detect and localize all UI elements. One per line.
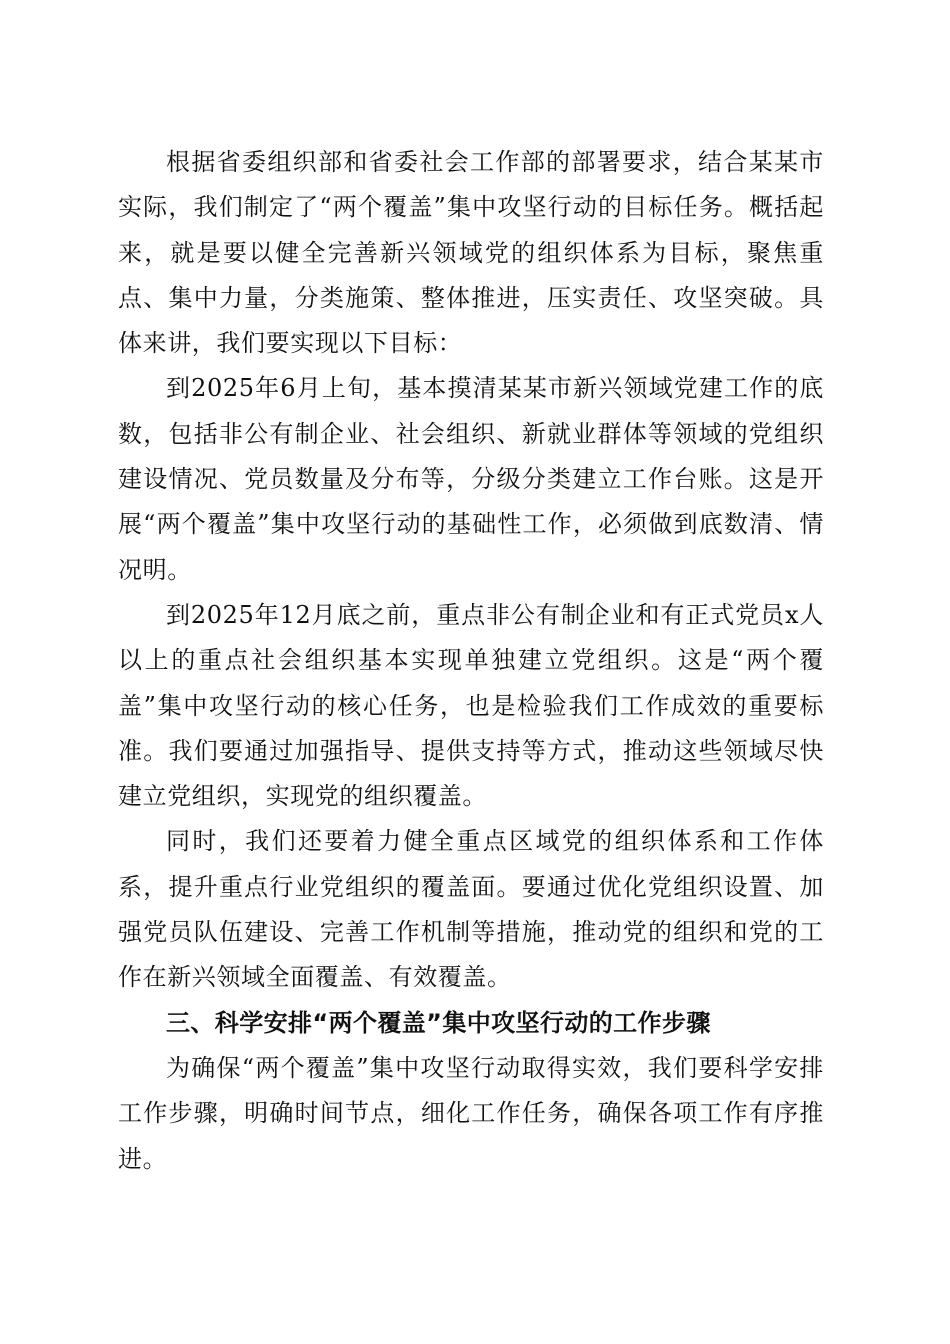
paragraph-goals-intro: 根据省委组织部和省委社会工作部的部署要求，结合某某市实际，我们制定了“两个覆盖”集中攻坚行动的目标任务。概括起来，就是要以健全完善新兴领域党的组织体系为目标，聚焦重点、集中力量，分类施策、整体推进，压实责任、攻坚突破。具体来讲，我们要实现以下目标：: [118, 148, 824, 358]
paragraph-coverage-improvement: 同时，我们还要着力健全重点区域党的组织体系和工作体系，提升重点行业党组织的覆盖面。要通过优化党组织设置、加强党员队伍建设、完善工作机制等措施，推动党的组织和党的工作在新兴领域全面覆盖、有效覆盖。: [118, 827, 824, 992]
section-heading: 三、科学安排“两个覆盖”集中攻坚行动的工作步骤: [166, 1008, 711, 1037]
paragraph-work-steps: 为确保“两个覆盖”集中攻坚行动取得实效，我们要科学安排工作步骤，明确时间节点，细化工作任务，确保各项工作有序推进。: [118, 1053, 824, 1173]
document-body: [118, 140, 824, 1182]
paragraph-december-target: 到2025年12月底之前，重点非公有制企业和有正式党员x人以上的重点社会组织基本实现单独建立党组织。这是“两个覆盖”集中攻坚行动的核心任务，也是检验我们工作成效的重要标准。我们要通过加强指导、提供支持等方式，推动这些领域尽快建立党组织，实现党的组织覆盖。: [118, 600, 824, 811]
paragraph-june-target: 到2025年6月上旬，基本摸清某某市新兴领域党建工作的底数，包括非公有制企业、社会组织、新就业群体等领域的党组织建设情况、党员数量及分布等，分级分类建立工作台账。这是开展“两个覆盖”集中攻坚行动的基础性工作，必须做到底数清、情况明。: [118, 374, 824, 584]
